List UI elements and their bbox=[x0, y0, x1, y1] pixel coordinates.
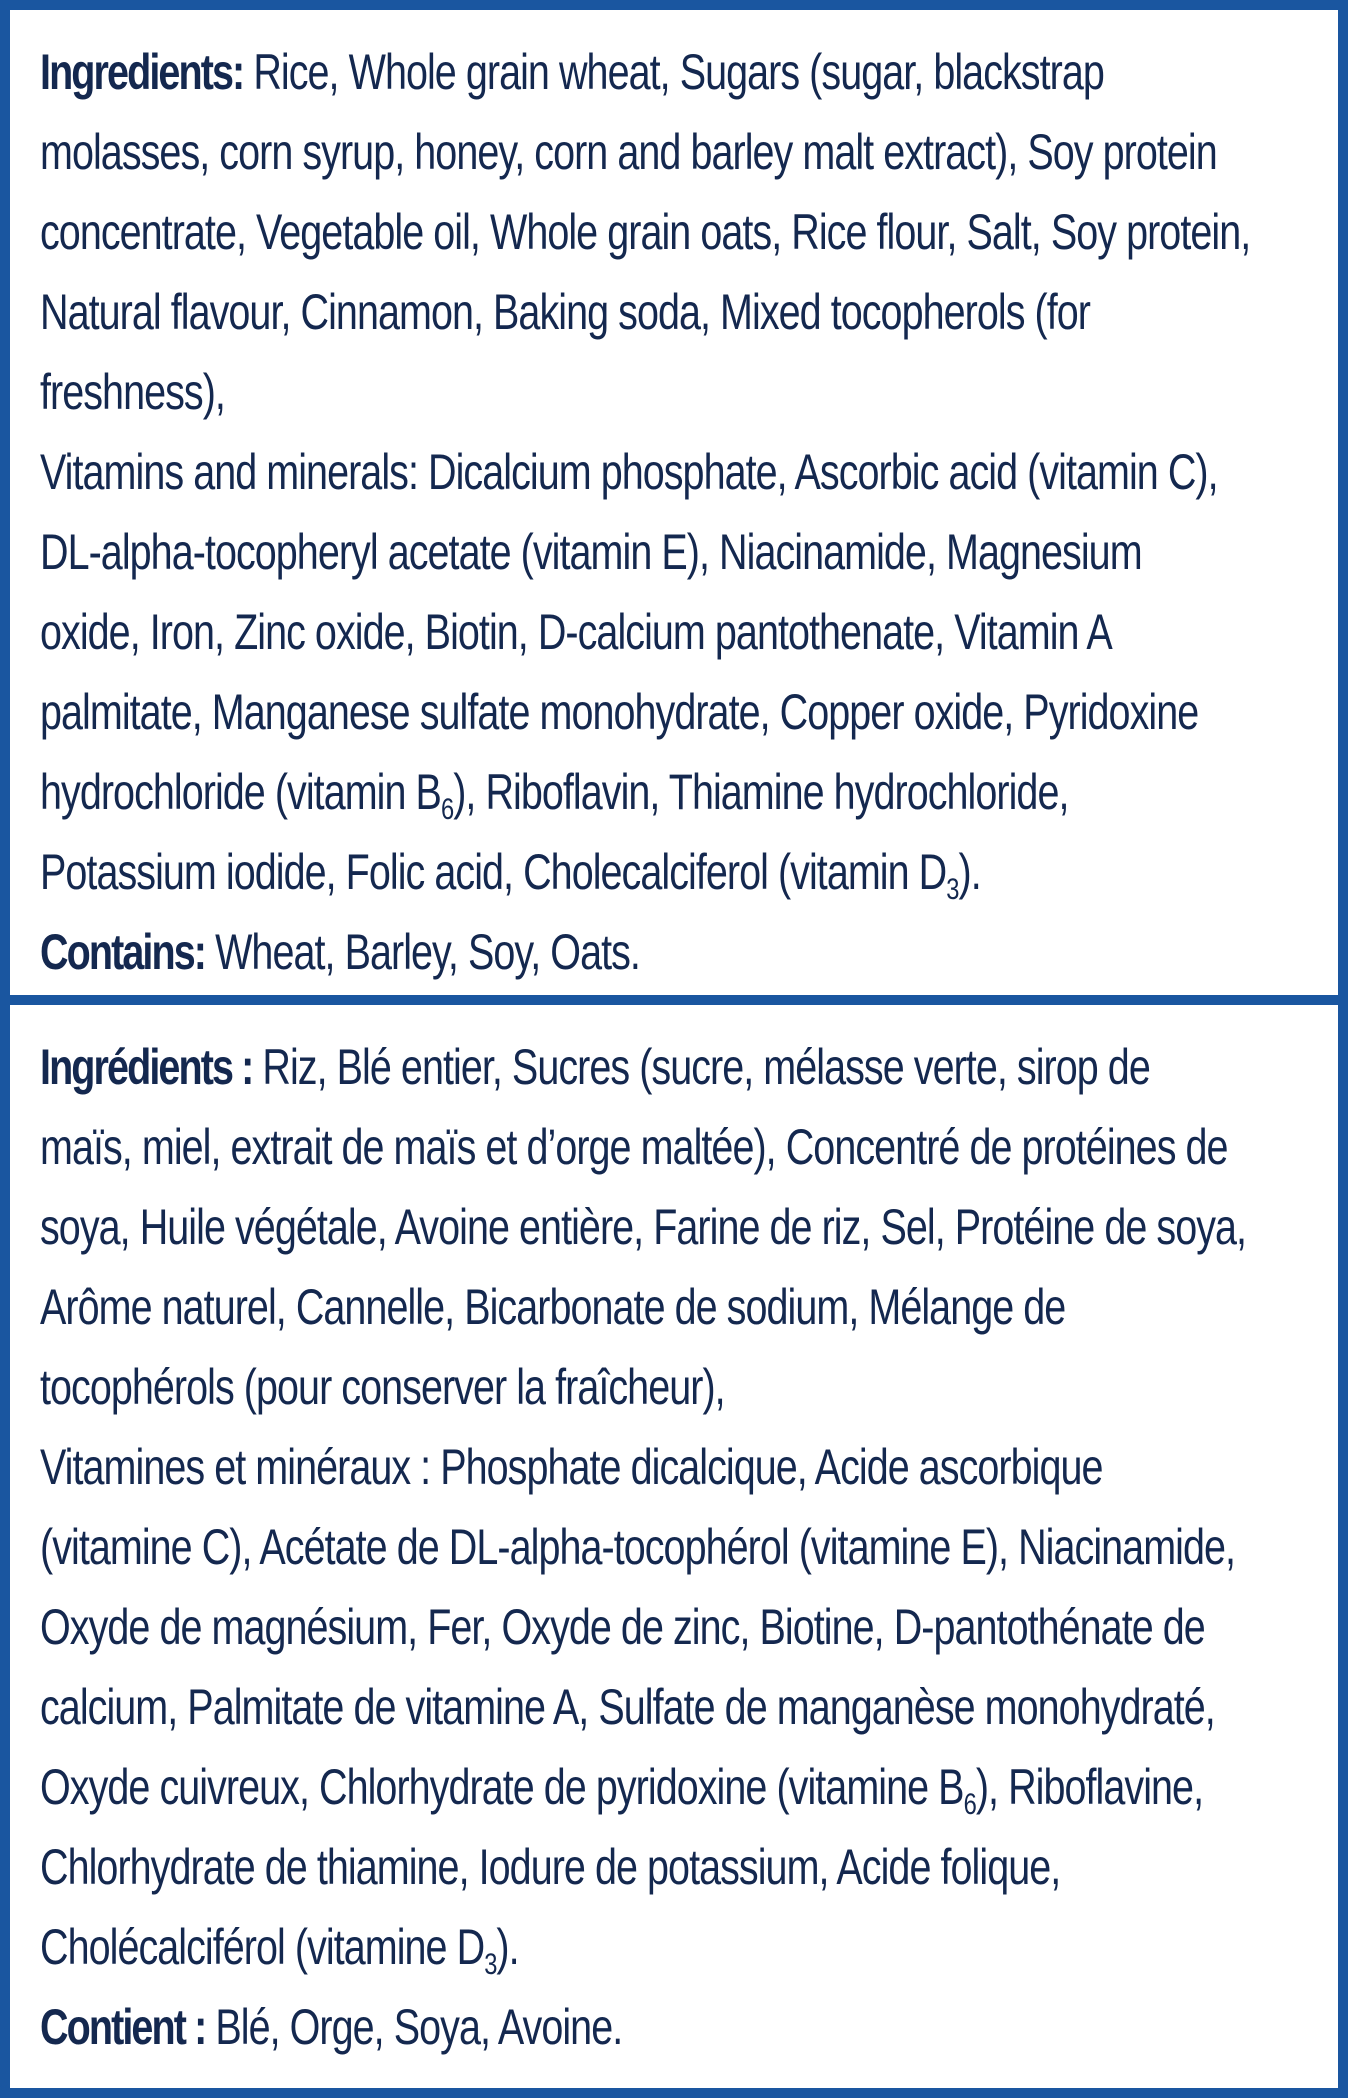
subscript: 6 bbox=[963, 1788, 976, 1821]
allergen-line bbox=[40, 912, 1045, 992]
ingredients-text: Riz, Blé entier, Sucres (sucre, mélasse verte, sirop de bbox=[252, 1039, 1150, 1095]
ingredients-heading: Ingrédients : bbox=[40, 1039, 253, 1095]
ingredients-line bbox=[40, 32, 1104, 112]
ingredients-line: concentrate, Vegetable oil, Whole grain oats, Rice flour, Salt, Soy protein, bbox=[40, 204, 1251, 260]
vitamin-text: ). bbox=[496, 1919, 519, 1975]
subscript: 3 bbox=[484, 1948, 497, 1981]
vitamins-line: palmitate, Manganese sulfate monohydrate, Copper oxide, Pyridoxine bbox=[40, 684, 1199, 740]
vitamins-line: oxide, Iron, Zinc oxide, Biotin, D-calcium pantothenate, Vitamin A bbox=[40, 604, 1112, 660]
vitamin-text: ), Riboflavin, Thiamine hydrochloride, bbox=[453, 764, 1069, 820]
vitamins-line bbox=[40, 1747, 1204, 1827]
subscript: 6 bbox=[440, 793, 454, 826]
contains-text: Blé, Orge, Soya, Avoine. bbox=[205, 1999, 623, 2055]
contains-heading: Contient : bbox=[40, 1999, 206, 2055]
vitamin-text: ). bbox=[958, 844, 981, 900]
vitamin-text: Cholécalciférol (vitamine D bbox=[40, 1919, 485, 1975]
vitamin-text: hydrochloride (vitamin B bbox=[40, 764, 441, 820]
vitamins-line bbox=[40, 752, 1069, 832]
vitamins-line: Vitamines et minéraux : Phosphate dicalcique, Acide ascorbique bbox=[40, 1439, 1103, 1495]
ingredients-line: maïs, miel, extrait de maïs et d’orge maltée), Concentré de protéines de bbox=[40, 1119, 1228, 1175]
ingredients-heading: Ingredients: bbox=[40, 44, 244, 100]
vitamin-text: Oxyde cuivreux, Chlorhydrate de pyridoxine (vitamine B bbox=[40, 1759, 964, 1815]
ingredients-line: Arôme naturel, Cannelle, Bicarbonate de sodium, Mélange de bbox=[40, 1279, 1066, 1335]
ingredients-line: soya, Huile végétale, Avoine entière, Farine de riz, Sel, Protéine de soya, bbox=[40, 1199, 1247, 1255]
ingredients-line bbox=[40, 1027, 1150, 1107]
ingredients-text: Rice, Whole grain wheat, Sugars (sugar, blackstrap bbox=[243, 44, 1104, 100]
vitamins-line bbox=[40, 1907, 1045, 1987]
vitamins-line: DL-alpha-tocopheryl acetate (vitamin E), Niacinamide, Magnesium bbox=[40, 524, 1142, 580]
vitamins-line: Vitamins and minerals: Dicalcium phosphate, Ascorbic acid (vitamin C), bbox=[40, 444, 1218, 500]
ingredients-line: freshness), bbox=[40, 364, 225, 420]
vitamin-text: ), Riboflavine, bbox=[975, 1759, 1204, 1815]
vitamins-line bbox=[40, 832, 1045, 912]
allergen-line bbox=[40, 1987, 1045, 2067]
vitamins-line: Oxyde de magnésium, Fer, Oxyde de zinc, Biotine, D-pantothénate de bbox=[40, 1599, 1205, 1655]
subscript: 3 bbox=[946, 873, 959, 906]
vitamins-line: (vitamine C), Acétate de DL-alpha-tocophérol (vitamine E), Niacinamide, bbox=[40, 1519, 1236, 1575]
ingredients-line: molasses, corn syrup, honey, corn and barley malt extract), Soy protein bbox=[40, 124, 1217, 180]
vitamin-text: Potassium iodide, Folic acid, Cholecalciferol (vitamin D bbox=[40, 844, 947, 900]
ingredients-line: Natural flavour, Cinnamon, Baking soda, Mixed tocopherols (for bbox=[40, 284, 1090, 340]
vitamins-line: Chlorhydrate de thiamine, Iodure de potassium, Acide folique, bbox=[40, 1839, 1061, 1895]
french-ingredients-panel bbox=[10, 1005, 1338, 2088]
vitamins-line: calcium, Palmitate de vitamine A, Sulfate de manganèse monohydraté, bbox=[40, 1679, 1215, 1735]
contains-heading: Contains: bbox=[40, 924, 206, 980]
english-ingredients-panel bbox=[10, 10, 1338, 995]
contains-text: Wheat, Barley, Soy, Oats. bbox=[205, 924, 640, 980]
ingredients-line: tocophérols (pour conserver la fraîcheur), bbox=[40, 1359, 725, 1415]
